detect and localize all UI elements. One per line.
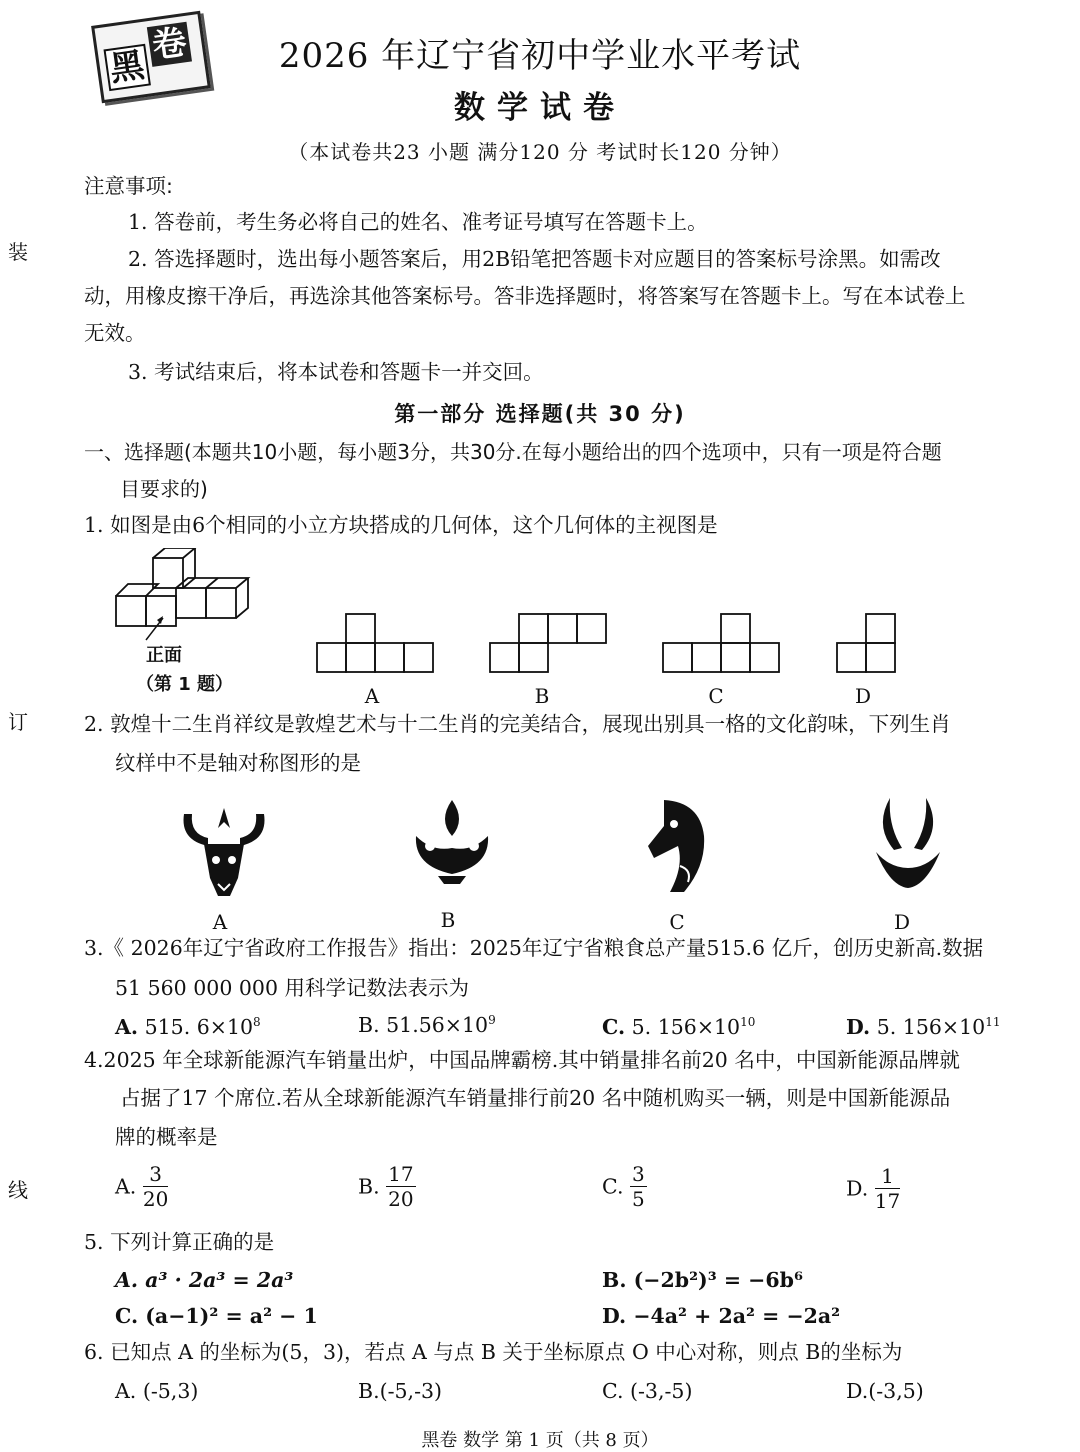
q5-option-d: D. −4a² + 2a² = −2a²: [602, 1304, 841, 1328]
q1-text: 1. 如图是由6个相同的小立方块搭成的几何体，这个几何体的主视图是: [84, 513, 718, 537]
q2-option-a-label: A: [212, 910, 228, 934]
binding-mark-xian: 线: [8, 1178, 28, 1202]
q2-option-d-label: D: [893, 910, 911, 934]
q1-option-a-label: A: [364, 684, 380, 708]
notice-heading: 注意事项:: [84, 174, 173, 198]
notice-item-3: 3. 考试结束后，将本试卷和答题卡一并交回。: [128, 360, 544, 384]
q1-option-d-view: [836, 612, 900, 674]
q6-option-c: C. (-3,-5): [602, 1379, 693, 1403]
q2-option-b-label: B: [440, 908, 456, 932]
q1-option-a-view: [316, 612, 436, 674]
q1-option-b-label: B: [534, 684, 550, 708]
q6-text: 6. 已知点 A 的坐标为(5，3)，若点 A 与点 B 关于坐标原点 O 中心对称，则点 B的坐标为: [84, 1340, 903, 1364]
q4-text-line2: 占据了17 个席位.若从全球新能源汽车销量排行前20 名中随机购买一辆，则是中国新能源品: [120, 1086, 951, 1110]
q3-option-d: D. 5. $156\times 10^{11}$: [846, 1014, 1001, 1039]
q2-ox-pattern-image: [178, 800, 270, 900]
q3-text-line2: 51 560 000 000 用科学记数法表示为: [115, 976, 470, 1000]
q2-rabbit-pattern-image: [870, 796, 946, 892]
q4-option-d: D. $\frac{1}{17}$: [846, 1164, 901, 1213]
q6-option-a: A. (-5,3): [115, 1379, 199, 1403]
q1-option-c-view: [662, 612, 782, 674]
q4-option-c: C. $\frac{3}{5}$: [602, 1162, 645, 1211]
binding-mark-zhuang: 装: [8, 240, 28, 264]
q5-text: 5. 下列计算正确的是: [84, 1230, 275, 1254]
q4-text-line3: 牌的概率是: [115, 1125, 218, 1149]
q5-option-b: B. (−2b²)³ = −6b⁶: [602, 1268, 803, 1292]
q3-option-c: C. 5. $156\times 10^{10}$: [602, 1014, 756, 1039]
notice-item-2-line2: 动，用橡皮擦干净后，再选涂其他答案标号。答非选择题时，将答案写在答题卡上。写在本试卷上: [84, 284, 966, 308]
page-footer: 黑卷 数学 第 1 页（共 8 页）: [421, 1430, 659, 1451]
q1-solid-figure: [108, 548, 258, 648]
notice-item-2-line3: 无效。: [84, 321, 146, 345]
q3-option-b: B. $51.56\times 10^9$: [358, 1012, 496, 1037]
exam-title: 2026 年辽宁省初中学业水平考试: [278, 36, 802, 76]
q4-option-a: A. $\frac{3}{20}$: [115, 1162, 169, 1211]
section-title: 第一部分 选择题(共 30 分): [394, 402, 686, 426]
exam-subtitle: 数学试卷: [454, 90, 626, 126]
q5-option-c: C. (a−1)² = a² − 1: [115, 1304, 318, 1328]
q1-front-label: 正面: [146, 645, 182, 666]
section-intro-line2: 目要求的): [120, 477, 208, 501]
q3-text-line1: 3.《 2026年辽宁省政府工作报告》指出：2025年辽宁省粮食总产量515.6 亿斤，创历史新高.数据: [84, 936, 984, 960]
q2-text-line2: 纹样中不是轴对称图形的是: [115, 751, 361, 775]
q1-option-d-label: D: [854, 684, 872, 708]
q6-option-d: D.(-3,5): [846, 1379, 924, 1403]
q4-text-line1: 4.2025 年全球新能源汽车销量出炉，中国品牌霸榜.其中销量排名前20 名中，中国新能源品牌就: [84, 1048, 960, 1072]
notice-item-1: 1. 答卷前，考生务必将自己的姓名、准考证号填写在答题卡上。: [128, 210, 708, 234]
stamp-char-hei: 黑: [103, 44, 150, 91]
q2-text-line1: 2. 敦煌十二生肖祥纹是敦煌艺术与十二生肖的完美结合，展现出别具一格的文化韵味，下列生肖: [84, 712, 951, 736]
binding-mark-ding: 订: [8, 710, 28, 734]
q2-horse-pattern-image: [644, 796, 712, 896]
q6-option-b: B.(-5,-3): [358, 1379, 443, 1403]
exam-info: （本试卷共23 小题 满分120 分 考试时长120 分钟）: [288, 140, 792, 164]
q4-option-b: B. $\frac{17}{20}$: [358, 1162, 414, 1211]
q1-figure-caption: （第 1 题）: [136, 674, 234, 695]
q1-option-b-view: [489, 612, 609, 674]
q2-option-c-label: C: [669, 910, 685, 934]
q3-option-a: A. 515. $6\times 10^8$: [115, 1014, 261, 1039]
q1-option-c-label: C: [708, 684, 724, 708]
q2-flower-pattern-image: [408, 796, 496, 886]
section-intro-line1: 一、选择题(本题共10小题，每小题3分，共30分.在每小题给出的四个选项中，只有一项是符合题: [84, 440, 942, 464]
q5-option-a: A. a³ · 2a³ = 2a³: [115, 1268, 294, 1292]
stamp-char-juan: 卷: [147, 22, 192, 67]
notice-item-2-line1: 2. 答选择题时，选出每小题答案后，用2B铅笔把答题卡对应题目的答案标号涂黑。如需改: [128, 247, 941, 271]
